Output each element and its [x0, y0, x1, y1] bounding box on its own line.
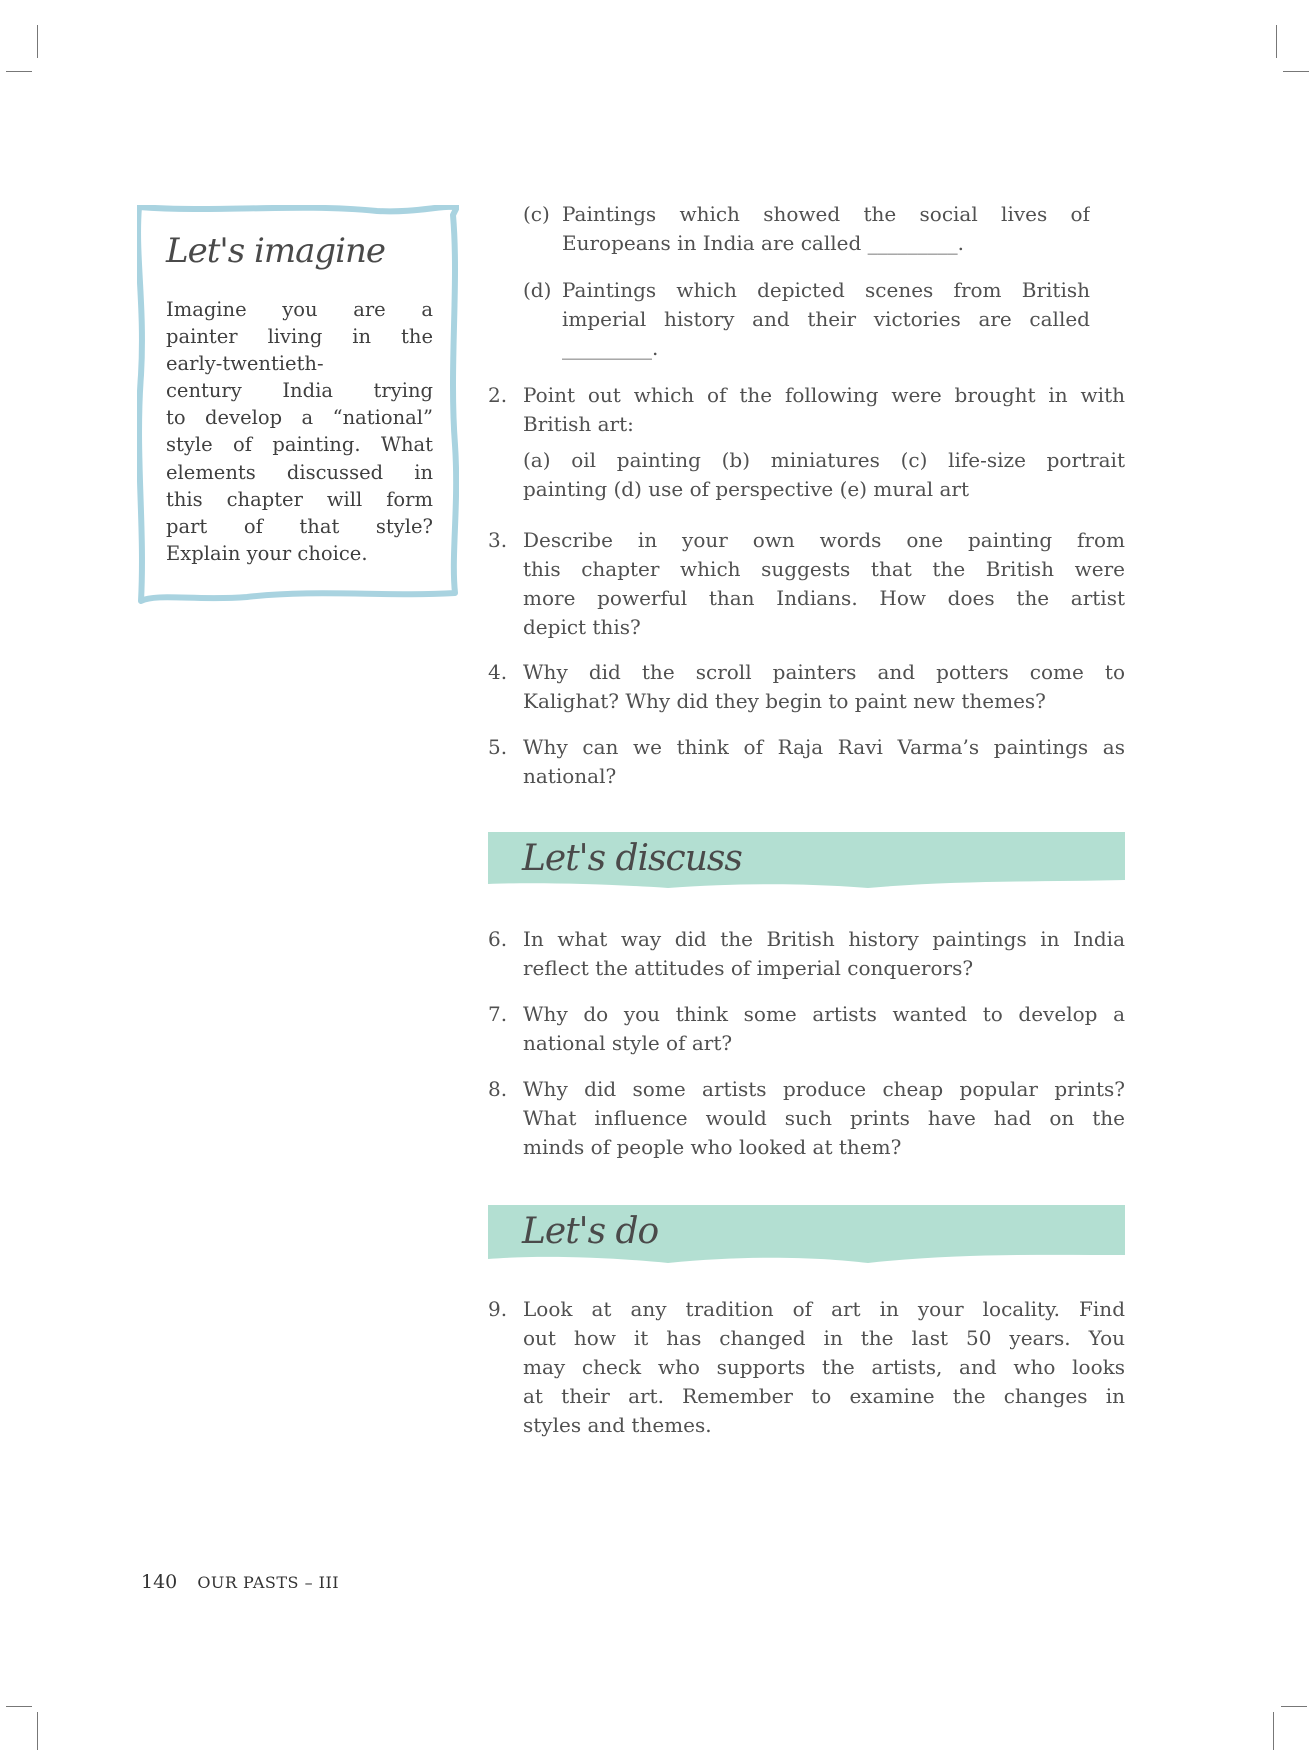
text-line: styles and themes. — [523, 1413, 712, 1438]
item-text — [523, 925, 1125, 983]
text-line: Describe in your own words one painting from — [523, 528, 1125, 552]
page-number: 140 — [141, 1571, 178, 1593]
text-line: national? — [523, 764, 617, 789]
text-line: imperial history and their victories are called — [562, 307, 1090, 332]
item-number: (d) — [523, 278, 552, 302]
item-number: 2. — [488, 383, 508, 407]
lets-discuss-banner — [488, 832, 1125, 892]
text-line: Point out which of the following were brought in with — [523, 383, 1125, 407]
text-line: Paintings which showed the social lives of — [562, 202, 1090, 226]
text-line: Explain your choice. — [166, 541, 368, 565]
lets-do-banner — [488, 1205, 1125, 1265]
item-number: 6. — [488, 927, 508, 951]
lets-do-title: Let's do — [522, 1211, 659, 1252]
text-line: national style of art? — [523, 1031, 733, 1056]
text-line: Why did some artists produce cheap popular prints? — [523, 1077, 1125, 1101]
lets-imagine-text — [166, 296, 433, 567]
item-number: (c) — [523, 202, 550, 226]
text-line: at their art. Remember to examine the changes in — [523, 1384, 1125, 1409]
item-text — [523, 526, 1125, 642]
text-line: _________. — [562, 336, 659, 361]
item-text — [523, 733, 1125, 791]
text-line: may check who supports the artists, and who looks — [523, 1355, 1125, 1380]
text-line: style of painting. What — [166, 433, 433, 457]
crop-mark — [6, 71, 32, 72]
crop-mark — [6, 1706, 32, 1707]
text-line: Kalighat? Why did they begin to paint new themes? — [523, 689, 1046, 714]
text-line: Paintings which depicted scenes from British — [562, 278, 1090, 302]
text-line: depict this? — [523, 615, 641, 640]
item-number: 8. — [488, 1077, 508, 1101]
item-text — [562, 276, 1090, 363]
text-line: painting (d) use of perspective (e) mural art — [523, 477, 970, 502]
item-number: 9. — [488, 1297, 508, 1321]
item-text — [523, 1000, 1125, 1058]
text-line: painter living in the — [166, 325, 433, 349]
text-line: part of that style? — [166, 514, 433, 538]
item-number: 3. — [488, 528, 508, 552]
item-text — [523, 1295, 1125, 1440]
page-footer — [141, 1571, 339, 1593]
text-line: minds of people who looked at them? — [523, 1135, 902, 1160]
text-line: this chapter which suggests that the British were — [523, 557, 1125, 582]
text-line: Look at any tradition of art in your locality. Find — [523, 1297, 1125, 1321]
item-text — [523, 658, 1125, 716]
lets-imagine-box — [137, 205, 459, 605]
crop-mark — [37, 1712, 38, 1750]
book-title: OUR PASTS – III — [197, 1573, 340, 1592]
text-line: Why do you think some artists wanted to develop a — [523, 1002, 1125, 1026]
text-line: elements discussed in — [166, 460, 433, 484]
text-line: reflect the attitudes of imperial conquerors? — [523, 956, 974, 981]
crop-mark — [1276, 25, 1277, 58]
item-text — [562, 200, 1090, 258]
text-line: What influence would such prints have had on the — [523, 1106, 1125, 1131]
crop-mark — [37, 25, 38, 58]
text-line: British art: — [523, 412, 634, 437]
crop-mark — [1281, 1706, 1307, 1707]
text-line: (a) oil painting (b) miniatures (c) life-size portrait — [523, 448, 1125, 472]
text-line: Imagine you are a — [166, 298, 433, 321]
item-number: 5. — [488, 735, 508, 759]
crop-mark — [1273, 1712, 1274, 1750]
text-line: In what way did the British history paintings in India — [523, 927, 1125, 951]
lets-imagine-title: Let's imagine — [166, 231, 386, 271]
text-line: more powerful than Indians. How does the artist — [523, 586, 1125, 611]
text-line: Why can we think of Raja Ravi Varma’s paintings as — [523, 735, 1125, 759]
text-line: Why did the scroll painters and potters come to — [523, 660, 1125, 684]
item-text — [523, 381, 1125, 439]
text-line: this chapter will form — [166, 487, 433, 511]
crop-mark — [1283, 71, 1309, 72]
text-line: Europeans in India are called _________. — [562, 231, 964, 256]
item-number: 4. — [488, 660, 508, 684]
text-line: century India trying — [166, 379, 433, 403]
text-line: early-twentieth- — [166, 352, 324, 376]
text-line: out how it has changed in the last 50 years. You — [523, 1326, 1125, 1351]
text-line: to develop a “national” — [166, 406, 433, 430]
lets-discuss-title: Let's discuss — [522, 838, 742, 879]
item-number: 7. — [488, 1002, 508, 1026]
item-text — [523, 446, 1125, 504]
item-text — [523, 1075, 1125, 1162]
